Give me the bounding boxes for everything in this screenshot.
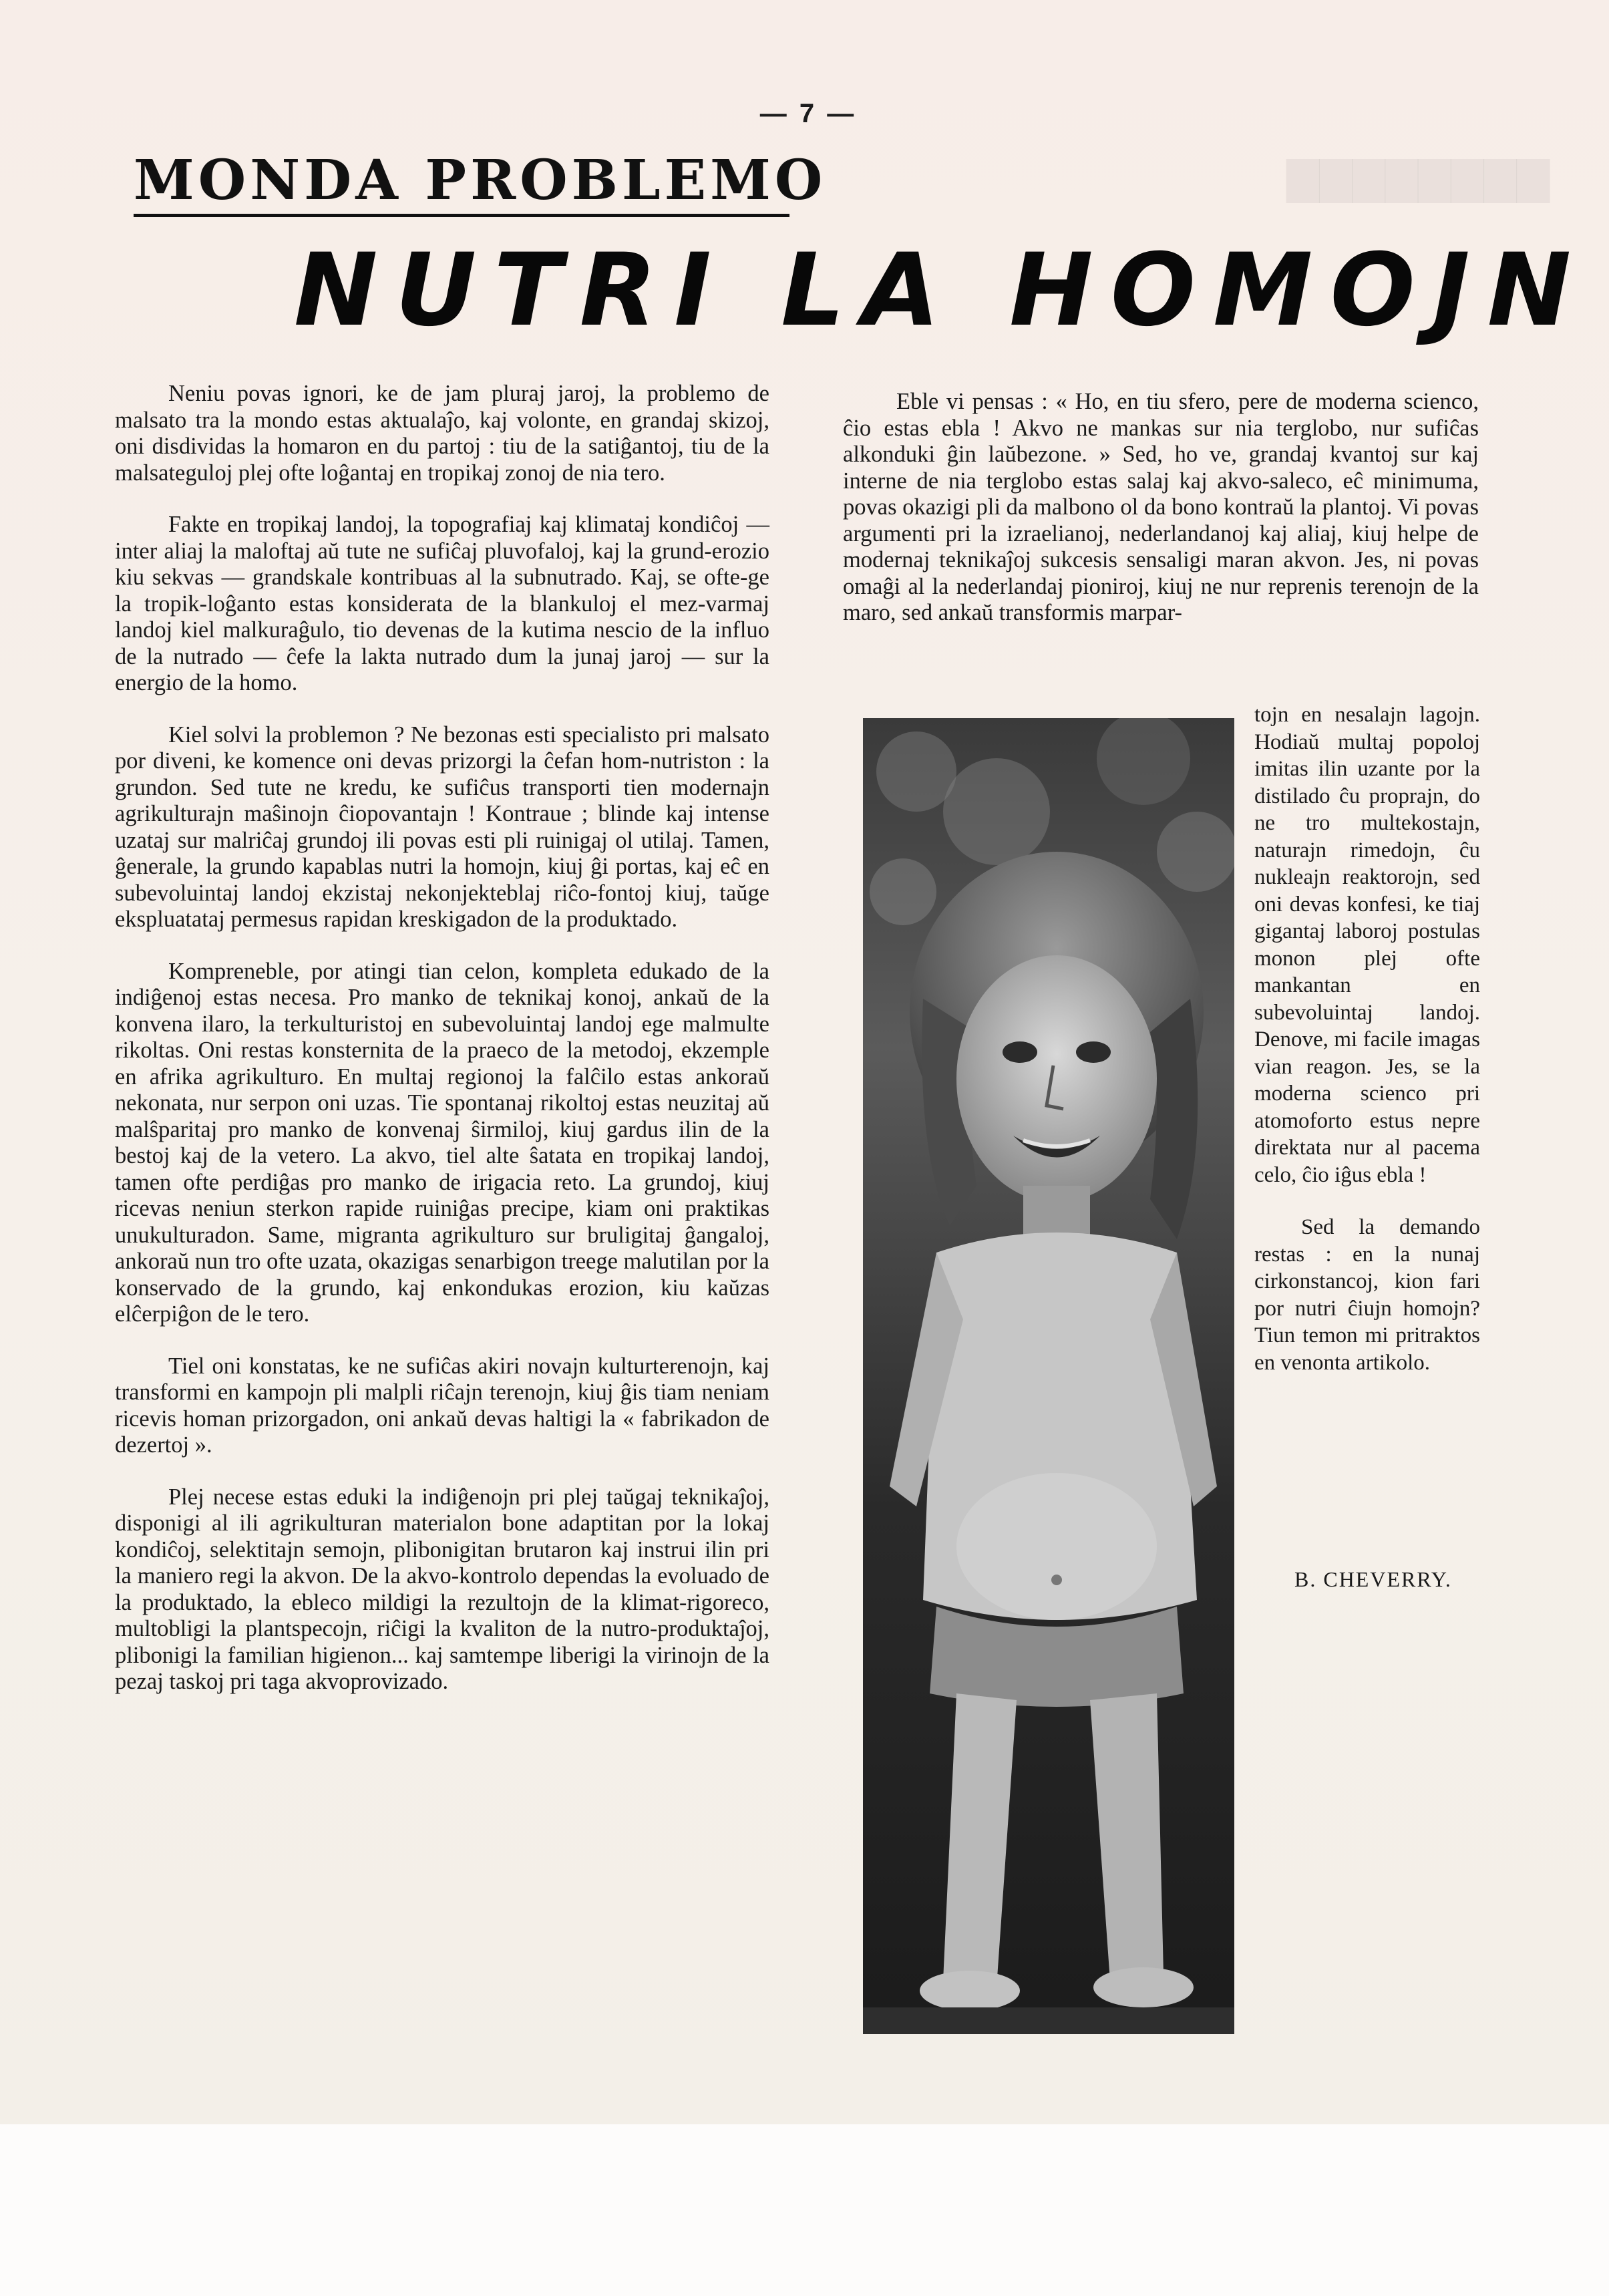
- paragraph: Fakte en tropikaj landoj, la topografiaj kaj klimataj kondiĉoj — inter aliaj la maloftaj aŭ tute ne sufiĉaj pluvofaloj, kaj la grund-erozio kiu sekvas — grandskale kontribuas al la subnutrado. Kaj, se ofte-ge la tropik-loĝanto estas konsiderata de la blankuloj el mez-varmaj landoj kiel malkuraĝulo, tio devenas de la kutima nescio de la influo de la nutrado — ĉefe la lakta nutrado dum la junaj jaroj — sur la energio de la homo.: [115, 512, 769, 695]
- author-signature: B. CHEVERRY.: [1294, 1567, 1452, 1591]
- page-number: — 7 —: [759, 99, 857, 128]
- paragraph: Kompreneble, por atingi tian celon, kompleta edukado de la indiĝenoj estas necesa. Pro manko de teknikaj konoj, ankaŭ de la konvena ilaro, la terkulturistoj en subevoluintaj landoj ege malmulte rikoltas. Oni restas konsternita de la praeco de la metodoj, ekzemple en afrika agrikulturo. En multaj regionoj la falĉilo estas ankoraŭ nekonata, nur serpon oni uzas. Tie spontanaj rikoltoj estas neuzitaj aŭ malŝparitaj pro manko de konvenaj ŝirmiloj, kiuj gardus ilin de la bestoj kaj de la vetero. La akvo, tiel alte ŝatata en tropikaj landoj, tamen ofte perdiĝas pro manko de irigacia reto. La grundoj, kiuj ricevas neniun sterkon rapide ruiniĝas precipe, kiam oni praktikas unukulturadon. Same, migranta agrikulturo sur bruligitaj ĝangaloj, ankoraŭ nun tro ofte uzata, okazigas senarbigon treege malutilan por la konservado de la grundo, kaj enkondukas erozion, kiu kaŭzas elĉerpiĝon de le tero.: [115, 958, 769, 1327]
- bleed-through-shadow: ▇▇▇▇▇▇▇▇: [1286, 154, 1550, 203]
- paragraph: Plej necese estas eduki la indiĝenojn pri plej taŭgaj teknikaĵoj, disponigi al ili agrikulturan materialon bone adaptitan por la lokaj kondiĉoj, selektitajn semojn, plibonigitan brutaron kaj instrui ilin pri la maniero regi la akvon. De la akvo-kontrolo dependas la evoluado de la produktado, la ebleco mildigi la rezultojn de la klimat-rigoreco, multobligi la plantspecojn, riĉigi la kvaliton de la nutro-produktaĵoj, plibonigi la familian higienon... kaj samtempe liberigi la virinojn de la pezaj taskoj pri taga akvoprovizado.: [115, 1484, 769, 1694]
- section-title: MONDA PROBLEMO: [134, 148, 827, 212]
- right-column-top: [843, 389, 1479, 652]
- paragraph: Eble vi pensas : « Ho, en tiu sfero, pere de moderna scienco, ĉio estas ebla ! Akvo ne mankas sur nia terglobo, nur sufiĉas alkonduki ĝin laŭbezone. » Sed, ho ve, grandaj kvantoj sur kaj interne de nia terglobo estas salaj kaj akvo-saleco, eĉ minimuma, povas okazigi pli da malbono ol da bono kontraŭ la plantoj. Vi povas argumenti pri la izraelianoj, nederlandanoj kaj aliaj, kiuj helpe de modernaj teknikaĵoj sukcesis sensaligi maran akvon. Jes, ni povas omaĝi al la nederlandaj pioniroj, kiuj ne nur reprenis terenojn de la maro, sed ankaŭ transformis marpar-: [843, 389, 1479, 625]
- child-photo-image: [863, 718, 1234, 2034]
- article-title: NUTRI LA HOMOJN: [294, 232, 1589, 349]
- paragraph: Sed la demando restas : en la nunaj cirkonstancoj, kion fari por nutri ĉiujn homojn? Tiun temon mi pritraktos en venonta artikolo.: [1254, 1215, 1480, 1375]
- title-underline: [134, 214, 789, 217]
- paragraph: Tiel oni konstatas, ke ne sufiĉas akiri novajn kulturterenojn, kaj transformi en kampojn pli malpli riĉajn terenojn, kiuj ĝis tiam neniam ricevis homan prizorgadon, oni ankaŭ devas haltigi la « fabrikadon de dezertoj ».: [115, 1353, 769, 1458]
- child-photo: [863, 718, 1234, 2034]
- scan-margin: [0, 2124, 1609, 2296]
- paragraph: Neniu povas ignori, ke de jam pluraj jaroj, la problemo de malsato tra la mondo estas aktualaĵo, kaj volonte, en grandaj skizoj, oni disdividas la homaron en du partoj : tiu de la satiĝantoj, tiu de la malsateguloj plej ofte loĝantaj en tropikaj zonoj de nia tero.: [115, 381, 769, 486]
- left-column: [115, 381, 769, 1721]
- right-column-narrow: [1254, 701, 1480, 1402]
- paragraph: Kiel solvi la problemon ? Ne bezonas esti specialisto pri malsato por diveni, ke komence oni devas prizorgi la ĉefan hom-nutriston : la grundon. Sed tute ne kredu, ke sufiĉus transporti tien modernajn agrikulturajn maŝinojn ĉiopovantajn ! Kontraue ; blinde kaj intense uzataj sur malriĉaj grundoj ili povas esti pli ruinigaj ol utilaj. Tamen, ĝenerale, la grundo kapablas nutri la homojn, kiuj ĝi portas, kaj eĉ en subevoluintaj landoj ekzistaj nekonjekteblaj riĉo-fontoj kiuj, taŭge ekspluatataj permesus rapidan kreskigadon de la produktado.: [115, 721, 769, 932]
- paragraph: tojn en nesalajn lagojn. Hodiaŭ multaj popoloj imitas ilin uzante por la distilado ĉu proprajn, do ne tro multekostajn, naturajn rimedojn, ĉu nukleajn reaktorojn, sed oni devas konfesi, ke tiaj gigantaj laboroj postulas monon plej ofte mankantan en subevoluintaj landoj. Denove, mi facile imagas vian reagon. Jes, se la moderna scienco pri atomoforto estus nepre direktata nur al pacema celo, ĉio iĝus ebla !: [1254, 703, 1480, 1187]
